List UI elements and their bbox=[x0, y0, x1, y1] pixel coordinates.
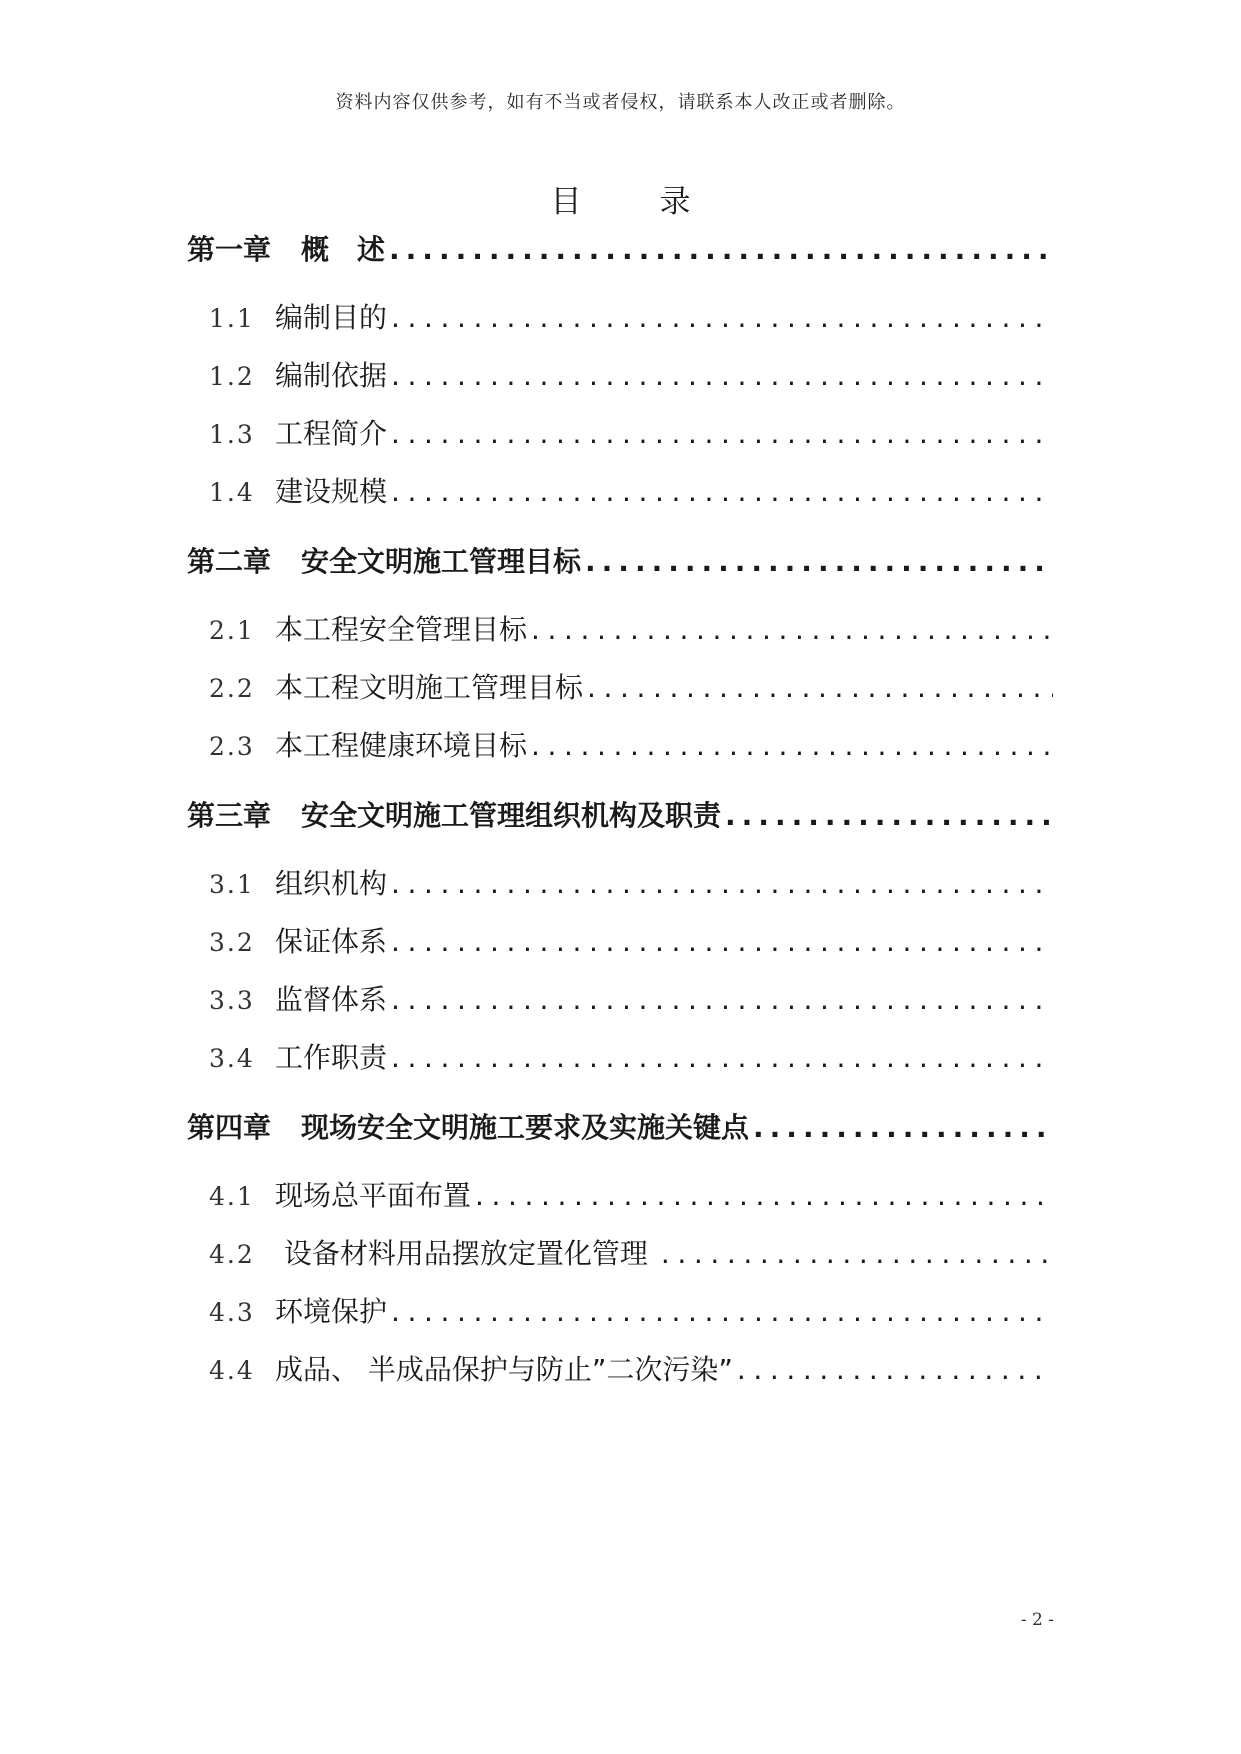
section-number: 4.2 bbox=[209, 1240, 255, 1269]
chapter-title: 安全文明施工管理目标 bbox=[301, 545, 582, 578]
section-number: 1.1 bbox=[209, 304, 255, 333]
chapter-number: 第四章 bbox=[187, 1111, 272, 1144]
toc-section-entry[interactable] bbox=[187, 666, 1053, 706]
section-title: 本工程健康环境目标 bbox=[275, 729, 528, 762]
toc-section-entry[interactable] bbox=[187, 470, 1053, 510]
section-number: 4.3 bbox=[209, 1298, 255, 1327]
chapter-title: 概 述 bbox=[301, 233, 386, 266]
section-title: 设备材料用品摆放定置化管理 bbox=[275, 1237, 657, 1270]
toc-chapter-entry[interactable] bbox=[187, 228, 1053, 268]
section-title: 工程简介 bbox=[275, 417, 388, 450]
toc-section-entry[interactable] bbox=[187, 978, 1053, 1018]
dot-leader bbox=[753, 1111, 1053, 1144]
dot-leader bbox=[531, 729, 1053, 762]
dot-leader bbox=[391, 925, 1053, 958]
section-number: 4.4 bbox=[209, 1356, 255, 1385]
chapter-title: 安全文明施工管理组织机构及职责 bbox=[301, 799, 722, 832]
section-title: 环境保护 bbox=[275, 1295, 388, 1328]
section-number: 1.3 bbox=[209, 420, 255, 449]
dot-leader bbox=[391, 1041, 1053, 1074]
dot-leader bbox=[475, 1179, 1053, 1212]
section-title: 建设规模 bbox=[275, 475, 388, 508]
toc-section-entry[interactable] bbox=[187, 296, 1053, 336]
toc-section-entry[interactable] bbox=[187, 1290, 1053, 1330]
chapter-number: 第一章 bbox=[187, 233, 272, 266]
dot-leader bbox=[391, 1295, 1053, 1328]
dot-leader bbox=[585, 545, 1053, 578]
section-number: 3.4 bbox=[209, 1044, 255, 1073]
dot-leader bbox=[391, 417, 1053, 450]
dot-leader bbox=[389, 233, 1053, 266]
section-number: 4.1 bbox=[209, 1182, 255, 1211]
toc-section-entry[interactable] bbox=[187, 724, 1053, 764]
toc-chapter-entry[interactable] bbox=[187, 1106, 1053, 1146]
section-number: 1.4 bbox=[209, 478, 255, 507]
toc-chapter-entry[interactable] bbox=[187, 794, 1053, 834]
chapter-title: 现场安全文明施工要求及实施关键点 bbox=[301, 1111, 750, 1144]
chapter-number: 第二章 bbox=[187, 545, 272, 578]
header-disclaimer: 资料内容仅供参考，如有不当或者侵权，请联系本人改正或者删除。 bbox=[335, 92, 906, 113]
section-title: 组织机构 bbox=[275, 867, 388, 900]
dot-leader bbox=[531, 613, 1053, 646]
dot-leader bbox=[587, 671, 1053, 704]
dot-leader bbox=[661, 1237, 1053, 1270]
toc-section-entry[interactable] bbox=[187, 412, 1053, 452]
section-title: 编制依据 bbox=[275, 359, 388, 392]
toc-chapter-entry[interactable] bbox=[187, 540, 1053, 580]
dot-leader bbox=[391, 475, 1053, 508]
section-title: 监督体系 bbox=[275, 983, 388, 1016]
toc-section-entry[interactable] bbox=[187, 1174, 1053, 1214]
section-number: 3.2 bbox=[209, 928, 255, 957]
dot-leader bbox=[391, 867, 1053, 900]
section-number: 2.1 bbox=[209, 616, 255, 645]
dot-leader bbox=[737, 1353, 1053, 1386]
section-title: 成品、 半成品保护与防止”二次污染” bbox=[275, 1353, 733, 1386]
dot-leader bbox=[391, 359, 1053, 392]
dot-leader bbox=[725, 799, 1053, 832]
toc-section-entry[interactable] bbox=[187, 1348, 1053, 1388]
toc-section-entry[interactable] bbox=[187, 608, 1053, 648]
toc-section-entry[interactable] bbox=[187, 1036, 1053, 1076]
dot-leader bbox=[391, 983, 1053, 1016]
chapter-number: 第三章 bbox=[187, 799, 272, 832]
page-number: - 2 - bbox=[1020, 1610, 1054, 1630]
section-title: 本工程安全管理目标 bbox=[275, 613, 528, 646]
toc-section-entry[interactable] bbox=[187, 862, 1053, 902]
section-title: 保证体系 bbox=[275, 925, 388, 958]
section-number: 1.2 bbox=[209, 362, 255, 391]
dot-leader bbox=[391, 301, 1053, 334]
section-number: 2.2 bbox=[209, 674, 255, 703]
section-title: 现场总平面布置 bbox=[275, 1179, 472, 1212]
section-title: 工作职责 bbox=[275, 1041, 388, 1074]
section-title: 编制目的 bbox=[275, 301, 388, 334]
section-title: 本工程文明施工管理目标 bbox=[275, 671, 584, 704]
section-number: 3.1 bbox=[209, 870, 255, 899]
section-number: 3.3 bbox=[209, 986, 255, 1015]
toc-section-entry[interactable] bbox=[187, 1232, 1053, 1272]
toc-section-entry[interactable] bbox=[187, 920, 1053, 960]
toc-title: 目录 bbox=[550, 184, 769, 220]
toc-section-entry[interactable] bbox=[187, 354, 1053, 394]
section-number: 2.3 bbox=[209, 732, 255, 761]
